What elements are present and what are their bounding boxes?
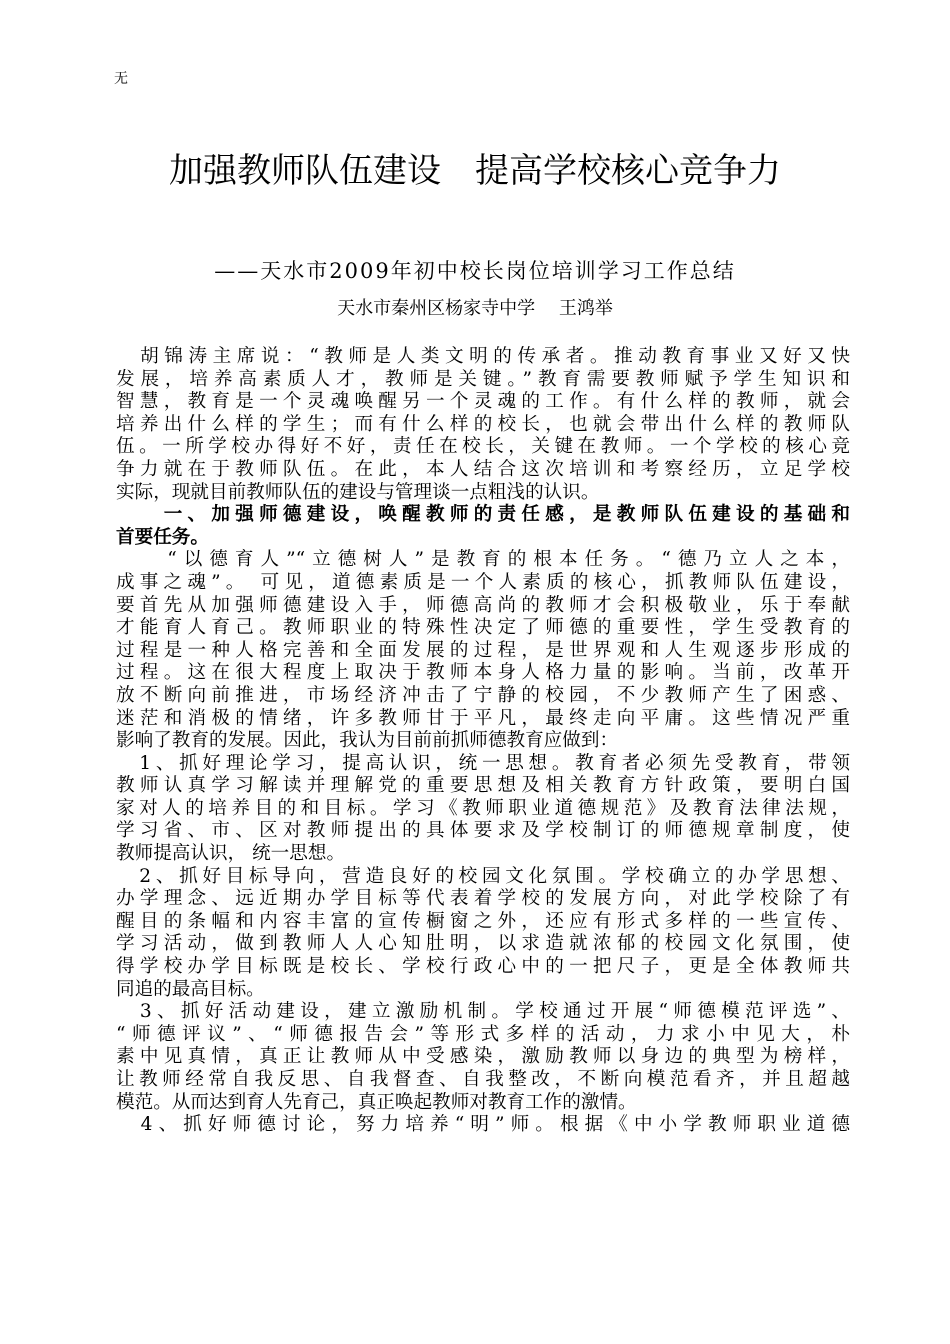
document-title: 加强教师队伍建设 提高学校核心竞争力 xyxy=(169,151,781,191)
body-line: 一、加强师德建设，唤醒教师的责任感，是教师队伍建设的基础和 xyxy=(116,504,850,526)
body-line: 教师认真学习解读并理解党的重要思想及相关教育方针政策，要明白国 xyxy=(116,775,850,797)
document-subtitle: ——天水市2009年初中校长岗位培训学习工作总结 xyxy=(214,259,736,283)
body-line: 3、抓好活动建设，建立激励机制。学校通过开展“师德模范评选”、 xyxy=(116,1001,850,1023)
body-line: 智慧，教育是一个灵魂唤醒另一个灵魂的工作。有什么样的教师，就会 xyxy=(116,391,850,413)
body-line: 才能育人育己。教师职业的特殊性决定了师德的重要性，学生受教育的 xyxy=(116,617,850,639)
body-line: 让教师经常自我反思、自我督查、自我整改，不断向模范看齐，并且超越 xyxy=(116,1069,850,1090)
body-line: 胡锦涛主席说：“教师是人类文明的传承者。推动教育事业又好又快 xyxy=(116,346,850,367)
body-line: 实际，现就目前教师队伍的建设与管理谈一点粗浅的认识。 xyxy=(116,481,600,503)
header-mark: 无 xyxy=(114,71,128,87)
body-line: 迷茫和消极的情绪，许多教师甘于平凡，最终走向平庸。这些情况严重 xyxy=(116,707,850,729)
body-line: 1、抓好理论学习，提高认识，统一思想。教育者必须先受教育，带领 xyxy=(116,752,850,774)
body-line: “师德评议”、“师德报告会”等形式多样的活动，力求小中见大，朴 xyxy=(116,1023,850,1045)
body-line: 首要任务。 xyxy=(116,526,209,548)
body-line: 伍。一所学校办得好不好，责任在校长，关键在教师。一个学校的核心竞 xyxy=(116,436,850,458)
body-line: 4、抓好师德讨论，努力培养“明”师。根据《中小学教师职业道德 xyxy=(116,1114,850,1136)
body-line: 模范。从而达到育人先育己，真正唤起教师对教育工作的激情。 xyxy=(116,1091,637,1113)
body-line: 教师提高认识， 统一思想。 xyxy=(116,843,346,865)
body-line: 放不断向前推进，市场经济冲击了宁静的校园，不少教师产生了困惑、 xyxy=(116,684,850,706)
body-line: 发展，培养高素质人才，教师是关键。”教育需要教师赋予学生知识和 xyxy=(116,368,850,390)
body-line: 学习省、市、区对教师提出的具体要求及学校制订的师德规章制度，使 xyxy=(116,820,850,842)
body-line: 家对人的培养目的和目标。学习《教师职业道德规范》及教育法律法规， xyxy=(116,797,850,819)
body-line: 醒目的条幅和内容丰富的宣传橱窗之外，还应有形式多样的一些宣传、 xyxy=(116,910,850,932)
body-line: 影响了教育的发展。因此，我认为目前前抓师德教育应做到： xyxy=(116,730,619,752)
body-line: 成事之魂”。 可见，道德素质是一个人素质的核心，抓教师队伍建设， xyxy=(116,571,850,593)
body-line: 学习活动，做到教师人人心知肚明，以求造就浓郁的校园文化氛围，使 xyxy=(116,933,850,955)
body-line: 得学校办学目标既是校长、学校行政心中的一把尺子，更是全体教师共 xyxy=(116,956,850,978)
body-line: 要首先从加强师德建设入手，师德高尚的教师才会积极敬业，乐于奉献 xyxy=(116,594,850,616)
body-line: 素中见真情，真正让教师从中受感染，激励教师以身边的典型为榜样， xyxy=(116,1046,850,1068)
body-text xyxy=(116,346,850,1137)
body-line: 争力就在于教师队伍。在此，本人结合这次培训和考察经历，立足学校 xyxy=(116,458,850,480)
body-line: 同追的最高目标。 xyxy=(116,978,265,1000)
body-line: 培养出什么样的学生；而有什么样的校长，也就会带出什么样的教师队 xyxy=(116,413,850,435)
body-line: 2、抓好目标导向，营造良好的校园文化氛围。学校确立的办学思想、 xyxy=(116,865,850,887)
author-line: 天水市秦州区杨家寺中学 王鸿举 xyxy=(337,298,613,319)
body-line: 过程是一种人格完善和全面发展的过程，是世界观和人生观逐步形成的 xyxy=(116,639,850,661)
body-line: 办学理念、远近期办学目标等代表着学校的发展方向，对此学校除了有 xyxy=(116,888,850,910)
body-line: 过程。这在很大程度上取决于教师本身人格力量的影响。当前，改革开 xyxy=(116,662,850,684)
body-line: “以德育人”“立德树人”是教育的根本任务。“德乃立人之本， xyxy=(116,549,850,571)
